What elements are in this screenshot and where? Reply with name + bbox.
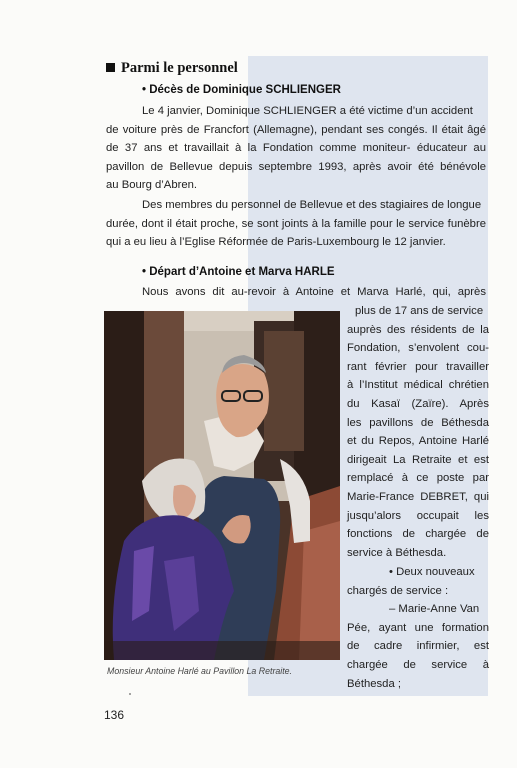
article2-column-text [347, 302, 489, 562]
text-line: jusqu’alors occupait les [347, 509, 489, 522]
text-line: de 37 ans et travaillait à la Fondation comme moniteur- éducateur au [106, 142, 486, 155]
text-line: à l’Institut médical chrétien [347, 379, 489, 392]
text-line: pavillon de Bellevue depuis septembre 1993, après avoir été bénévole [106, 160, 486, 173]
text-line: • Deux nouveaux [389, 566, 475, 578]
photo-antoine-harle [104, 311, 340, 660]
article1-paragraph2 [106, 196, 486, 252]
text-line: Marie-France DEBRET, qui [347, 490, 489, 503]
text-line: de cadre infirmier, est [347, 640, 489, 653]
text-line: Fondation, s’envolent cou- [347, 342, 489, 355]
text-line: Le 4 janvier, Dominique SCHLIENGER a été victime d’un accident [142, 105, 473, 117]
square-bullet-icon [106, 63, 115, 72]
text-line: Béthesda ; [347, 677, 402, 690]
article2-heading: • Départ d’Antoine et Marva HARLE [142, 266, 335, 278]
text-line: remplacé à ce poste par [347, 472, 489, 485]
text-line: plus de 17 ans de service [355, 305, 484, 317]
text-line: rant février pour travailler [347, 360, 489, 373]
text-line: de voiture près de Francfort (Allemagne), pendant ses congés. Il était âgé [106, 123, 486, 136]
text-line: du Kasaï (Zaïre). Après [347, 397, 489, 410]
text-line: chargée de service à [347, 658, 489, 671]
text-line: Pée, ayant une formation [347, 621, 489, 634]
text-line: Des membres du personnel de Bellevue et des stagiaires de longue [142, 199, 482, 211]
text-line: et du Repos, Antoine Harlé [347, 435, 489, 448]
text-line: Nous avons dit au-revoir à Antoine et Marva Harlé, qui, après [142, 286, 486, 298]
text-line: chargés de service : [347, 584, 449, 597]
article3-text [347, 563, 489, 693]
text-line: auprès des résidents de la [347, 323, 489, 336]
text-line: durée, dont il était proche, se sont joints à la famille pour le service funèbre [106, 217, 486, 230]
section-title-text: Parmi le personnel [121, 60, 238, 76]
article2-intro [142, 283, 486, 302]
article1-heading: • Décès de Dominique SCHLIENGER [142, 84, 341, 96]
section-title [106, 60, 238, 77]
text-line: service à Béthesda. [347, 546, 447, 559]
text-line: qui a eu lieu à l’Eglise Réformée de Paris-Luxembourg le 12 janvier. [106, 236, 446, 249]
photo-caption: Monsieur Antoine Harlé au Pavillon La Retraite. [107, 666, 292, 676]
text-line: dirigeait La Retraite et est [347, 453, 489, 466]
article1-paragraph1 [106, 102, 486, 195]
text-line: les pavillons de Béthesda [347, 416, 489, 429]
page-number: 136 [104, 708, 125, 722]
text-line: au Bourg d’Abren. [106, 179, 198, 192]
print-mark [129, 693, 131, 695]
text-line: – Marie-Anne Van [389, 603, 480, 616]
text-line: fonctions de chargée de [347, 528, 489, 541]
